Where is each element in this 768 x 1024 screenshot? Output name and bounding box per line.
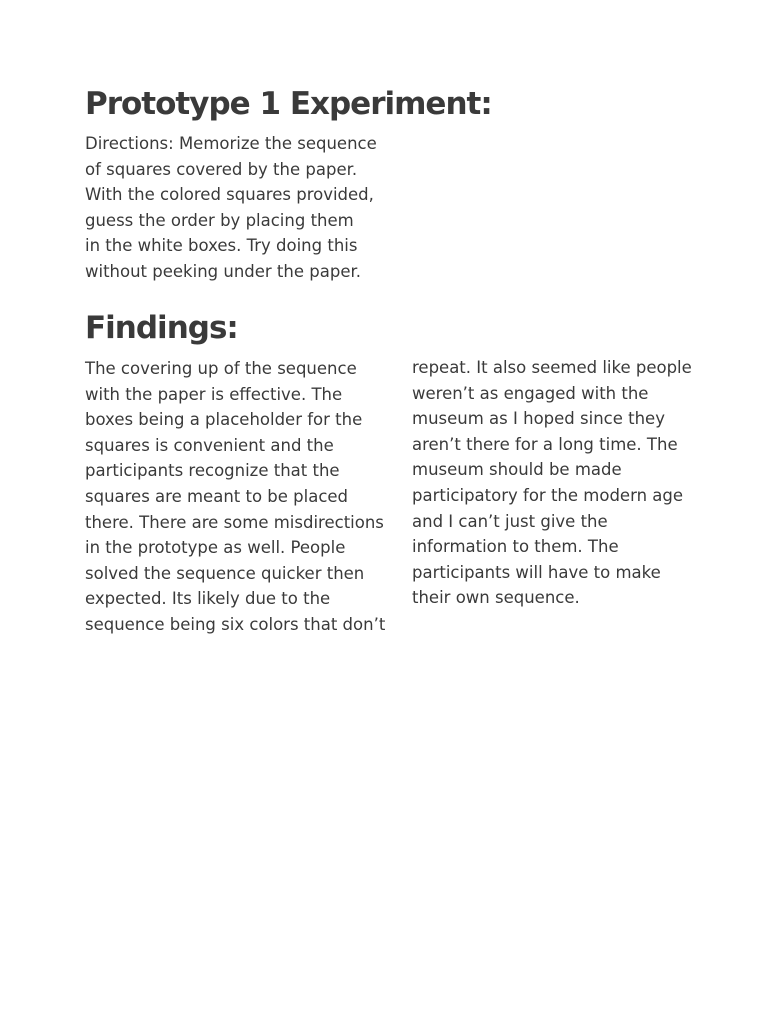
findings-line: with the paper is effective. The — [85, 384, 343, 404]
findings-line: in the prototype as well. People — [85, 538, 346, 558]
findings-line: participatory for the modern age — [412, 485, 684, 505]
directions-paragraph — [85, 131, 405, 285]
findings-heading: Findings: — [85, 310, 238, 346]
page-title: Prototype 1 Experiment: — [85, 86, 492, 122]
findings-line: participants recognize that the — [85, 461, 340, 481]
findings-line: expected. Its likely due to the — [85, 589, 331, 609]
findings-line: museum as I hoped since they — [412, 409, 665, 429]
findings-column-left — [85, 356, 400, 638]
findings-line: boxes being a placeholder for the — [85, 410, 363, 430]
directions-line: guess the order by placing them — [85, 210, 354, 230]
findings-line: information to them. The — [412, 537, 619, 557]
findings-line: their own sequence. — [412, 588, 580, 608]
findings-column-right — [412, 355, 722, 611]
findings-line: The covering up of the sequence — [85, 359, 357, 378]
findings-line: squares is convenient and the — [85, 435, 334, 455]
findings-line: squares are meant to be placed — [85, 486, 349, 506]
findings-line: solved the sequence quicker then — [85, 563, 365, 583]
findings-line: there. There are some misdirections — [85, 512, 384, 532]
findings-line: repeat. It also seemed like people — [412, 358, 692, 377]
directions-line: Directions: Memorize the sequence — [85, 134, 377, 153]
findings-line: museum should be made — [412, 460, 622, 480]
directions-line: of squares covered by the paper. — [85, 159, 358, 179]
findings-line: weren’t as engaged with the — [412, 383, 649, 403]
findings-line: sequence being six colors that don’t — [85, 614, 386, 634]
findings-line: and I can’t just give the — [412, 511, 608, 531]
directions-line: in the white boxes. Try doing this — [85, 236, 358, 256]
findings-line: aren’t there for a long time. The — [412, 434, 678, 454]
directions-line: without peeking under the paper. — [85, 261, 361, 281]
directions-line: With the colored squares provided, — [85, 185, 374, 205]
findings-line: participants will have to make — [412, 562, 661, 582]
